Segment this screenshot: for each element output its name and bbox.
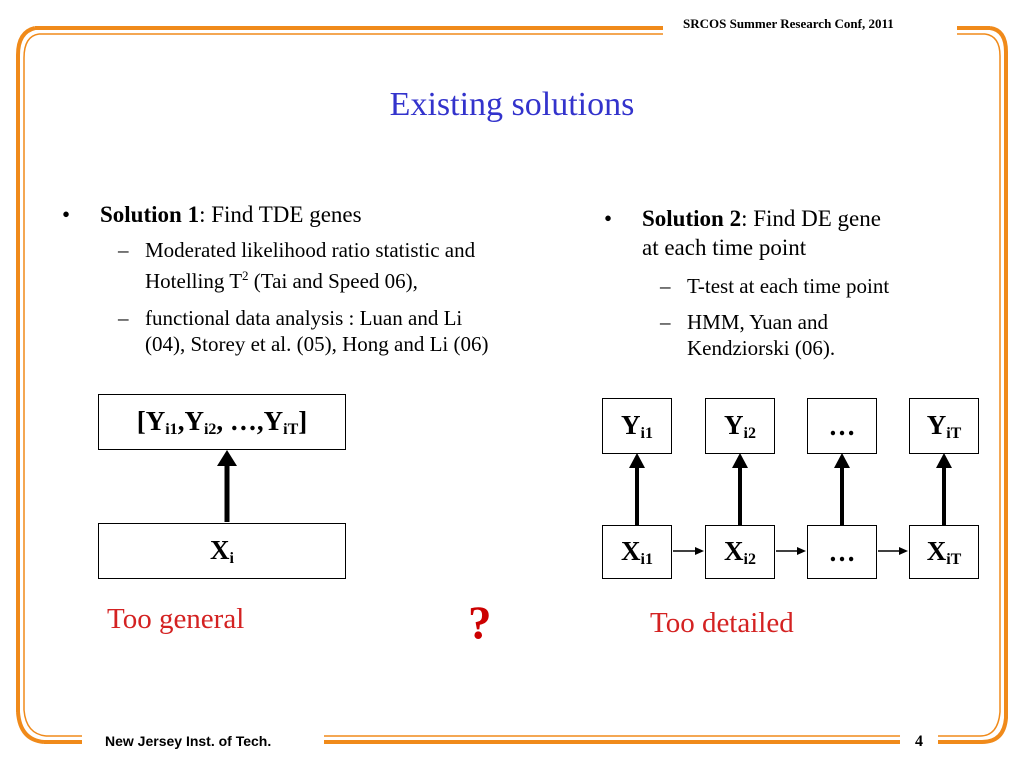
y-letter: Y xyxy=(263,405,284,436)
superscript-2: 2 xyxy=(242,268,249,283)
comma: , xyxy=(177,405,185,436)
dash-marker: – xyxy=(118,238,129,262)
x-subscript: i2 xyxy=(743,550,756,568)
bracket-close: ] xyxy=(298,405,308,436)
y-letter: Y xyxy=(621,409,641,440)
solution-2-sub-2 xyxy=(660,309,836,361)
x-subscript: i1 xyxy=(640,550,653,568)
dash-marker: – xyxy=(660,274,671,298)
sub-1-line-1: Moderated likelihood ratio statistic and xyxy=(145,238,476,262)
solution-1-sub-2 xyxy=(118,305,489,357)
vertical-arrow xyxy=(936,453,952,525)
ellipsis-separator: , …, xyxy=(216,405,264,436)
right-diagram-arrows xyxy=(595,450,995,560)
solution-2-sub-2-line-2: Kendziorski (06). xyxy=(687,336,836,360)
solution-2-label: Solution 2 xyxy=(642,206,742,231)
too-general-caption: Too general xyxy=(107,603,245,635)
y-letter: Y xyxy=(926,409,947,440)
solution-1-label: Solution 1 xyxy=(100,202,200,227)
left-arrow xyxy=(212,448,242,524)
horizontal-arrow xyxy=(776,547,806,555)
y-node-label xyxy=(724,410,756,443)
bullet-marker: • xyxy=(62,202,71,227)
solution-2-sub-1 xyxy=(660,273,890,299)
y-vector-label xyxy=(137,406,308,439)
dash-marker: – xyxy=(118,306,129,330)
x-subscript: iT xyxy=(946,550,962,568)
dash-marker: – xyxy=(660,310,671,334)
solution-2-line-1 xyxy=(642,204,881,233)
sub-1-line-2b: (Tai and Speed 06), xyxy=(248,269,418,293)
solution-2-bullet xyxy=(604,204,881,262)
y-node-label xyxy=(927,410,962,443)
y-subscript: iT xyxy=(283,420,299,438)
solution-2-sub-2-line-1: HMM, Yuan and xyxy=(687,310,828,334)
y-letter: Y xyxy=(184,405,204,436)
y-node-label xyxy=(621,410,653,443)
sub-2-line-1: functional data analysis : Luan and Li xyxy=(145,306,463,330)
too-detailed-caption: Too detailed xyxy=(650,607,794,639)
ellipsis: … xyxy=(828,410,856,441)
y-subscript: i2 xyxy=(203,420,217,438)
x-letter: X xyxy=(926,535,947,566)
y-subscript: i1 xyxy=(165,420,178,438)
ellipsis: … xyxy=(828,536,856,567)
bracket-open: [ xyxy=(136,405,146,436)
y-node-label xyxy=(829,411,856,442)
y-subscript: iT xyxy=(946,424,962,442)
y-node-1 xyxy=(602,398,672,454)
slide-title: Existing solutions xyxy=(389,86,635,123)
horizontal-arrow xyxy=(878,547,908,555)
sub-2-line-2: (04), Storey et al. (05), Hong and Li (06) xyxy=(145,332,489,356)
solution-1-text: : Find TDE genes xyxy=(199,202,362,227)
y-subscript: i2 xyxy=(743,424,756,442)
solution-2-sub-1-text: T-test at each time point xyxy=(687,274,890,298)
sub-1-line-2 xyxy=(145,263,475,294)
solution-1-bullet xyxy=(62,200,362,229)
x-letter: X xyxy=(621,535,641,566)
y-vector-box xyxy=(98,394,346,450)
vertical-arrow xyxy=(629,453,645,525)
vertical-arrow xyxy=(834,453,850,525)
institution-footer: New Jersey Inst. of Tech. xyxy=(105,733,272,749)
x-label xyxy=(210,535,234,568)
x-letter: X xyxy=(210,534,230,565)
y-node-T xyxy=(909,398,979,454)
y-letter: Y xyxy=(724,409,744,440)
y-letter: Y xyxy=(145,405,166,436)
x-letter: X xyxy=(724,535,744,566)
sub-1-line-2a: Hotelling T xyxy=(145,269,243,293)
x-subscript: i xyxy=(229,549,234,567)
solution-2-line-2: at each time point xyxy=(642,235,807,260)
y-subscript: i1 xyxy=(640,424,653,442)
solution-1-sub-1 xyxy=(118,237,476,294)
y-node-2 xyxy=(705,398,775,454)
conference-header: SRCOS Summer Research Conf, 2011 xyxy=(683,16,894,31)
vertical-arrow xyxy=(732,453,748,525)
y-node-ellipsis xyxy=(807,398,877,454)
question-mark: ? xyxy=(468,597,492,649)
horizontal-arrow xyxy=(673,547,704,555)
solution-2-text: : Find DE gene xyxy=(741,206,881,231)
page-number: 4 xyxy=(915,733,923,750)
x-box xyxy=(98,523,346,579)
bullet-marker: • xyxy=(604,206,613,231)
